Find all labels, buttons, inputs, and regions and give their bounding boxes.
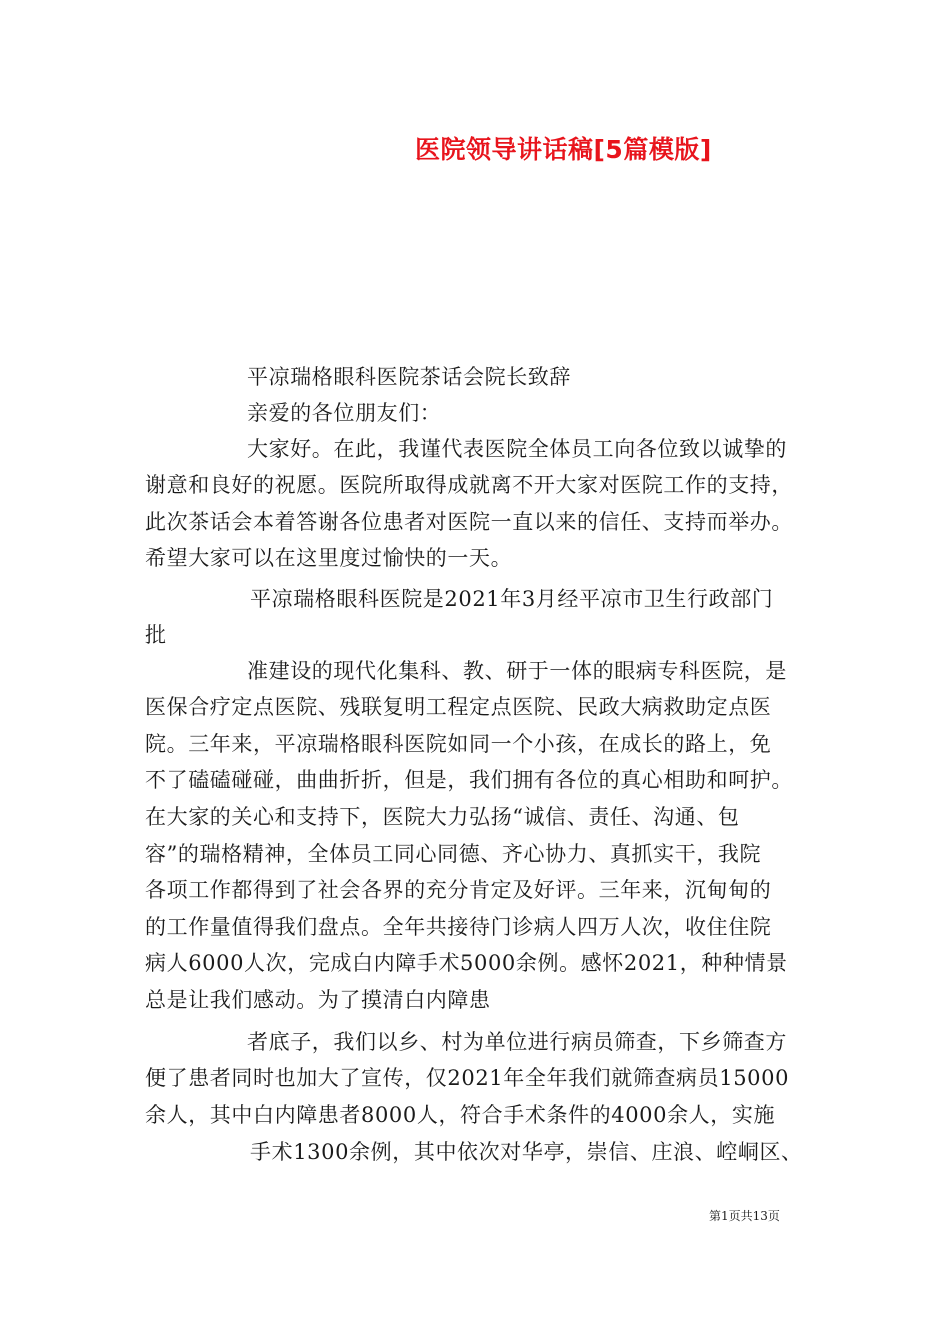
body-line: 的工作量值得我们盘点。全年共接待门诊病人四万人次，收住住院 [145, 915, 772, 939]
body-line: 容”的瑞格精神，全体员工同心同德、齐心协力、真抓实干，我院 [145, 842, 762, 866]
salutation: 亲爱的各位朋友们： [247, 401, 442, 425]
body-line: 病人6000人次，完成白内障手术5000余例。感怀2021，种种情景 [145, 951, 788, 975]
body-line: 手术1300余例，其中依次对华亭，崇信、庄浪、崆峒区、 [250, 1140, 803, 1164]
body-line: 总是让我们感动。为了摸清白内障患 [145, 988, 491, 1012]
body-line: 余人，其中白内障患者8000人，符合手术条件的4000余人，实施 [145, 1103, 776, 1127]
body-line: 不了磕磕碰碰，曲曲折折，但是，我们拥有各位的真心相助和呵护。 [145, 768, 793, 792]
body-line: 大家好。在此，我谨代表医院全体员工向各位致以诚挚的 [247, 437, 787, 461]
body-line: 便了患者同时也加大了宣传，仅2021年全年我们就筛查病员15000 [145, 1066, 790, 1090]
body-line: 各项工作都得到了社会各界的充分肯定及好评。三年来，沉甸甸的 [145, 878, 772, 902]
body-line: 者底子，我们以乡、村为单位进行病员筛查，下乡筛查方 [247, 1030, 787, 1054]
body-line: 医保合疗定点医院、残联复明工程定点医院、民政大病救助定点医 [145, 695, 772, 719]
body-line: 谢意和良好的祝愿。医院所取得成就离不开大家对医院工作的支持， [145, 473, 793, 497]
body-line: 此次茶话会本着答谢各位患者对医院一直以来的信任、支持而举办。 [145, 510, 793, 534]
body-line: 院。三年来，平凉瑞格眼科医院如同一个小孩，在成长的路上，免 [145, 732, 772, 756]
speech-heading: 平凉瑞格眼科医院茶话会院长致辞 [247, 365, 571, 389]
body-line: 在大家的关心和支持下，医院大力弘扬“诚信、责任、沟通、包 [145, 805, 740, 829]
body-line: 准建设的现代化集科、教、研于一体的眼病专科医院，是 [247, 659, 787, 683]
body-line: 批 [145, 623, 167, 647]
document-title: 医院领导讲话稿[5篇模版] [415, 135, 712, 164]
page-number: 第1页共13页 [709, 1209, 780, 1223]
body-line: 希望大家可以在这里度过愉快的一天。 [145, 546, 513, 570]
body-line: 平凉瑞格眼科医院是2021年3月经平凉市卫生行政部门 [250, 587, 774, 611]
